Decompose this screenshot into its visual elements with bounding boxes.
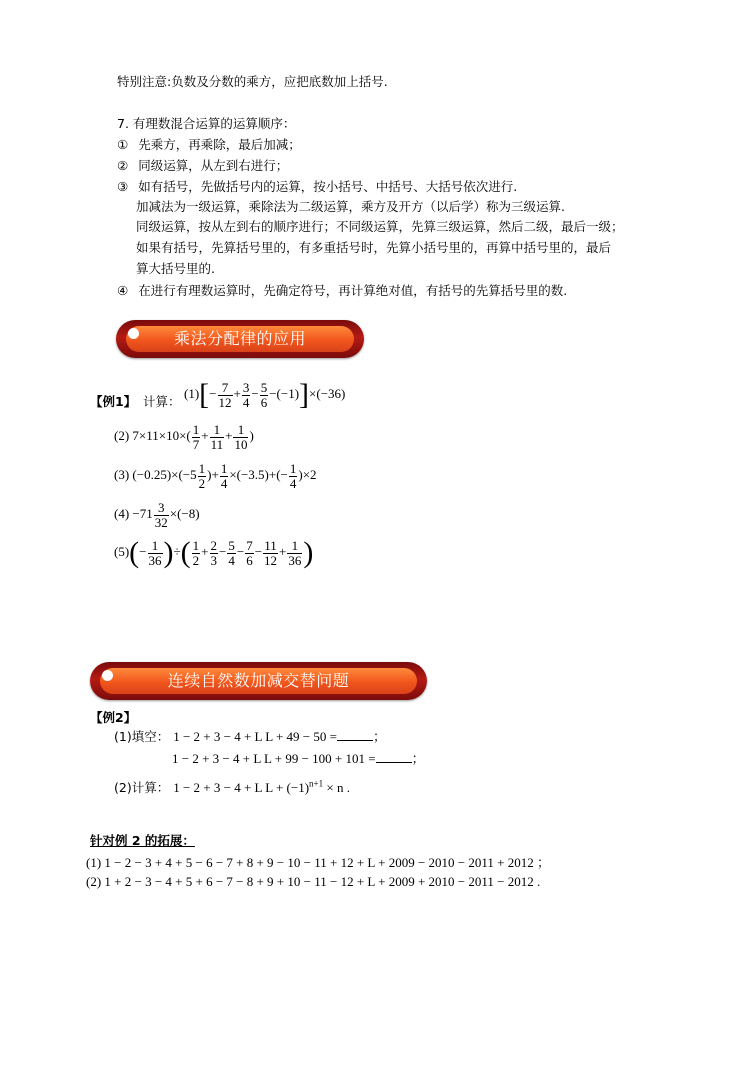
order-item-4 — [117, 281, 567, 299]
order-item-3-text: 如有括号，先做括号内的运算，按小括号、中括号、大括号依次进行. — [138, 179, 518, 194]
extension-title: 针对例 2 的拓展： — [90, 833, 195, 848]
circled-number-2: ② — [117, 158, 129, 173]
problem-3: (3) (−0.25)×(−5 $\frac{1}{2}$ )+ $\frac{1}{4}$ ×(−3.5)+(− $\frac{1}{4}$ )×2 — [114, 461, 317, 491]
example2-label: 【例2】 — [90, 710, 137, 725]
problem-5: (5)(− $\frac{1}{36}$ )÷( $\frac{1}{2}$ + $\frac{2}{3}$ − $\frac{5}{4}$ − $\frac{7}{6}$ − $\frac{11}{12}$ + $\frac{1}{36}$ ) — [114, 536, 314, 569]
order-item-1 — [117, 135, 301, 153]
banner-title: 乘法分配律的应用 — [173, 329, 306, 348]
problem-1: (1)[− $\frac{7}{12}$ + $\frac{3}{4}$ − $\frac{5}{6}$ −(−1)]×(−36) — [184, 378, 346, 411]
order-item-3 — [117, 177, 517, 195]
banner-title: 连续自然数加减交替问题 — [167, 671, 350, 690]
circled-number-4: ④ — [117, 283, 129, 298]
order-item-2 — [117, 156, 288, 174]
answer-blank-2[interactable] — [376, 762, 412, 763]
circled-number-1: ① — [117, 137, 129, 152]
extension-line-1: (1) 1 − 2 − 3 + 4 + 5 − 6 − 7 + 8 + 9 − 10 − 11 + 12 + L + 2009 − 2010 − 2011 + 2012 ； — [86, 855, 550, 870]
section-banner-distributive — [116, 320, 364, 358]
note-text: 特别注意:负数及分数的乘方，应把底数加上括号. — [117, 74, 388, 89]
order-item-1-text: 先乘方，再乘除，最后加减； — [138, 137, 301, 152]
section-banner-alternating-sums — [90, 662, 427, 700]
continuation-line-4: 算大括号里的. — [136, 261, 215, 276]
circled-number-3: ③ — [117, 179, 129, 194]
order-item-4-text: 在进行有理数运算时，先确定符号，再计算绝对值，有括号的先算括号里的数. — [138, 283, 568, 298]
continuation-line-3: 如果有括号，先算括号里的，有多重括号时，先算小括号里的，再算中括号里的，最后 — [136, 240, 612, 255]
continuation-line-1: 加减法为一级运算，乘除法为二级运算，乘方及开方（以后学）称为三级运算. — [136, 199, 565, 214]
fill-in-line-1: (1)填空： 1 − 2 + 3 − 4 + L L + 49 − 50 = ； — [114, 729, 386, 744]
example1-label: 【例1】 — [90, 394, 137, 409]
example1-prompt: 计算： — [143, 394, 181, 409]
extension-line-2: (2) 1 + 2 − 3 − 4 + 5 + 6 − 7 − 8 + 9 + 10 − 11 − 12 + L + 2009 + 2010 − 2011 − 2012 . — [86, 874, 541, 889]
compute-line: (2)计算： 1 − 2 + 3 − 4 + L $L + (-1)^{n+1} \times n$ . — [114, 778, 350, 795]
answer-blank-1[interactable] — [337, 740, 373, 741]
order-item-2-text: 同级运算，从左到右进行； — [138, 158, 289, 173]
problem-2: (2) 7×11×10×( $\frac{1}{7}$ + $\frac{1}{11}$ + $\frac{1}{10}$ ) — [114, 422, 254, 452]
continuation-line-2: 同级运算，按从左到右的顺序进行；不同级运算，先算三级运算，然后二级，最后一级； — [136, 219, 624, 234]
section7-heading: 7. 有理数混合运算的运算顺序： — [117, 116, 296, 131]
fill-in-line-2: 1 − 2 + 3 − 4 + L L + 99 − 100 + 101 = ； — [172, 751, 425, 766]
problem-4: (4) −71 $\frac{3}{32}$ ×(−8) — [114, 500, 200, 530]
